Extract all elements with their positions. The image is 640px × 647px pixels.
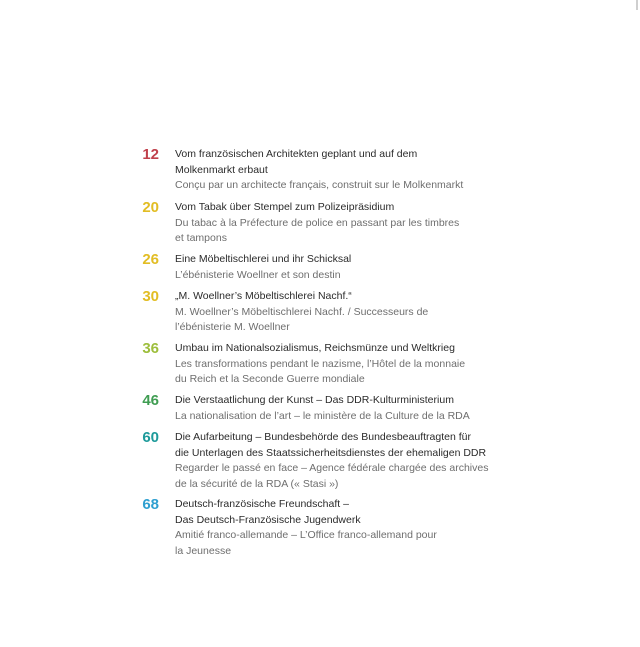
entry-text [175,200,520,247]
entry-text [175,497,520,559]
german-title: Umbau im Nationalsozialismus, Reichsmünze und Weltkrieg [175,342,455,354]
german-title: Die Aufarbeitung – Bundesbehörde des Bundesbeauftragten für die Unterlagen des Staatssicherheitsdienstes der ehemaligen DDR [175,431,487,459]
entry-text [175,147,520,194]
german-title: „M. Woellner’s Möbeltischlerei Nachf.“ [175,290,352,302]
german-title: Eine Möbeltischlerei und ihr Schicksal [175,253,352,265]
entry-text [175,430,520,492]
page-number: 26 [142,251,159,268]
page-number: 30 [142,288,159,305]
page-number: 60 [142,429,159,446]
entry-text [175,393,520,424]
french-title: Du tabac à la Préfecture de police en passant par les timbres et tampons [175,216,460,244]
french-title: La nationalisation de l’art – le ministère de la Culture de la RDA [175,409,470,422]
page-number: 68 [142,496,159,513]
page-number: 46 [142,392,159,409]
entry-text [175,252,520,283]
german-title: Die Verstaatlichung der Kunst – Das DDR-Kulturministerium [175,394,454,406]
page-number: 12 [142,146,159,163]
french-title: Regarder le passé en face – Agence fédérale chargée des archives de la sécurité de la RDA (« Stasi ») [175,462,489,490]
page-number: 36 [142,340,159,357]
french-title: Conçu par un architecte français, construit sur le Molkenmarkt [175,179,464,191]
french-title: L’ébénisterie Woellner et son destin [175,268,341,281]
page-number: 20 [142,199,159,216]
french-title: M. Woellner’s Möbeltischlerei Nachf. / Successeurs de l’ébénisterie M. Woellner [175,305,429,333]
german-title: Vom Tabak über Stempel zum Polizeipräsidium [175,201,395,213]
german-title: Vom französischen Architekten geplant und auf dem Molkenmarkt erbaut [175,148,418,176]
entry-text [175,341,520,388]
entry-text [175,289,520,336]
german-title: Deutsch-französische Freundschaft – Das Deutsch-Französische Jugendwerk [175,498,361,526]
french-title: Les transformations pendant le nazisme, l’Hôtel de la monnaie du Reich et la Seconde Guerre mondiale [175,357,466,385]
french-title: Amitié franco-allemande – L’Office franco-allemand pour la Jeunesse [175,529,437,557]
page-corner-mark [636,0,638,10]
